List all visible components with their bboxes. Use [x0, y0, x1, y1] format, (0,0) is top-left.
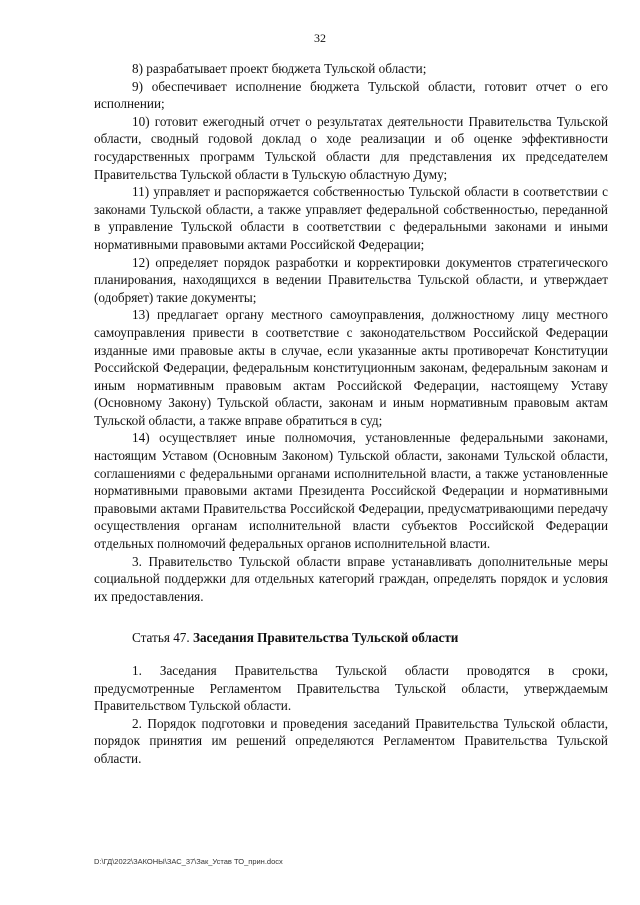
list-item: 13) предлагает органу местного самоуправления, должностному лицу местного самоуправления привести в соответствие с законодательством Российской Федерации изданные ими правовые акты в случае, если указанные акты противоречат Конституции Российской Федерации, федеральным конституционным законам, федеральным законам и иным нормативным правовым актам Российской Федерации, настоящему Уставу (Основному Закону) Тульской области, законам и иным нормативным правовым актам Тульской области, а также вправе обратиться в суд;	[94, 307, 608, 428]
list-item: 12) определяет порядок разработки и корректировки документов стратегического планирования, находящихся в ведении Правительства Тульской области, и утверждает (одобряет) такие документы;	[94, 254, 608, 305]
article-heading	[94, 629, 608, 647]
page-number: 32	[314, 31, 326, 45]
list-item: 2. Порядок подготовки и проведения заседаний Правительства Тульской области, порядок принятия им решений определяются Регламентом Правительства Тульской области.	[94, 715, 608, 766]
list-item: 3. Правительство Тульской области вправе устанавливать дополнительные меры социальной поддержки для отдельных категорий граждан, определять порядок и условия их предоставления.	[94, 553, 608, 604]
list-item: 9) обеспечивает исполнение бюджета Тульской области, готовит отчет о его исполнении;	[94, 78, 608, 112]
list-item: 14) осуществляет иные полномочия, установленные федеральными законами, настоящим Уставом (Основным Законом) Тульской области, законами Тульской области, соглашениями с федеральными органами исполнительной власти, а также установленные нормативными правовыми актами Президента Российской Федерации и нормативными правовыми актами Правительства Российской Федерации, предусматривающими передачу осуществления органам исполнительной власти субъектов Российской Федерации отдельных полномочий федеральных органов исполнительной власти.	[94, 430, 608, 552]
article-label: Статья 47.	[132, 630, 190, 646]
list-item: 11) управляет и распоряжается собственностью Тульской области в соответствии с законами Тульской области, а также управляет федеральной собственностью, переданной в управление Тульской области в соответствии с федеральными законами и иными нормативными правовыми актами Российской Федерации;	[94, 184, 608, 252]
article-title: Заседания Правительства Тульской области	[192, 630, 459, 646]
file-path-footer: D:\ГД\2022\ЗАКОНЫ\ЗАС_37\Зак_Устав ТО_прин.docx	[94, 857, 283, 866]
document-body	[94, 60, 608, 768]
list-item: 1. Заседания Правительства Тульской области проводятся в сроки, предусмотренные Регламентом Правительства Тульской области, утверждаемым Правительством Тульской области.	[94, 663, 608, 714]
list-item: 8) разрабатывает проект бюджета Тульской области;	[132, 61, 427, 76]
list-item: 10) готовит ежегодный отчет о результатах деятельности Правительства Тульской области, сводный годовой доклад о ходе реализации и об оценке эффективности государственных программ Тульской области для представления их председателем Правительства Тульской области в Тульскую областную Думу;	[94, 113, 608, 182]
